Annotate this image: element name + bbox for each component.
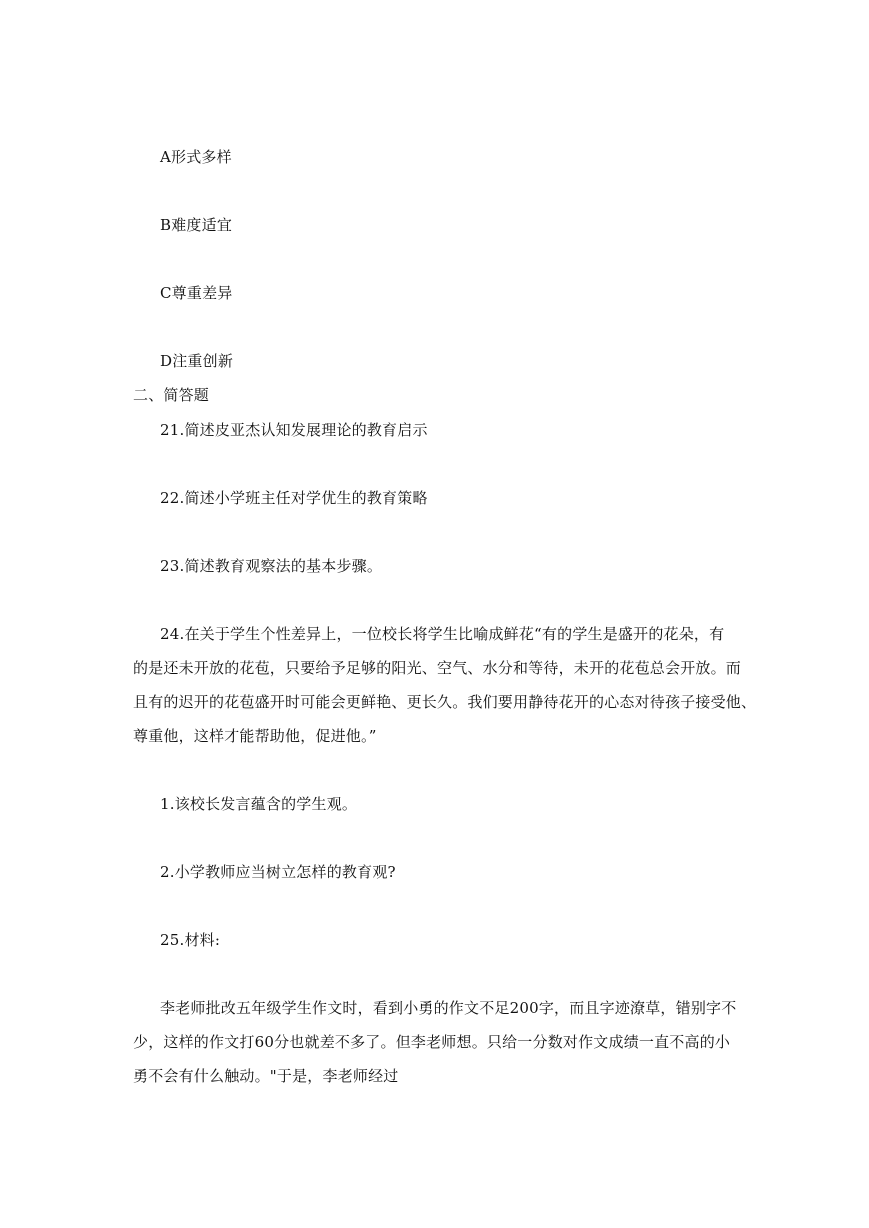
option-a: A形式多样 xyxy=(160,148,232,166)
question-22: 22.简述小学班主任对学优生的教育策略 xyxy=(160,489,428,507)
question-21: 21.简述皮亚杰认知发展理论的教育启示 xyxy=(160,421,428,439)
section-title: 二、简答题 xyxy=(133,386,210,404)
question-24-sub-2: 2.小学教师应当树立怎样的教育观? xyxy=(160,863,396,881)
question-24-line-4: 尊重他，这样才能帮助他，促进他。” xyxy=(133,727,377,745)
question-23: 23.简述教育观察法的基本步骤。 xyxy=(160,557,383,575)
question-25-line-3: 勇不会有什么触动。"于是，李老师经过 xyxy=(133,1067,399,1085)
option-b: B难度适宜 xyxy=(160,216,233,234)
question-24-sub-1: 1.该校长发言蕴含的学生观。 xyxy=(160,795,358,813)
question-25-title: 25.材料: xyxy=(160,931,221,949)
question-25-line-2: 少，这样的作文打60分也就差不多了。但李老师想。只给一分数对作文成绩一直不高的小 xyxy=(133,1033,731,1051)
question-24-line-1: 24.在关于学生个性差异上，一位校长将学生比喻成鲜花“有的学生是盛开的花朵，有 xyxy=(160,625,725,643)
question-24-line-2: 的是还未开放的花苞，只要给予足够的阳光、空气、水分和等待，未开的花苞总会开放。而 xyxy=(133,659,742,677)
question-24-line-3: 且有的迟开的花苞盛开时可能会更鲜艳、更长久。我们要用静待花开的心态对待孩子接受他、 xyxy=(133,693,757,711)
option-d: D注重创新 xyxy=(160,352,234,370)
question-25-line-1: 李老师批改五年级学生作文时，看到小勇的作文不足200字，而且字迹潦草，错别字不 xyxy=(160,999,737,1017)
option-c: C尊重差异 xyxy=(160,284,233,302)
